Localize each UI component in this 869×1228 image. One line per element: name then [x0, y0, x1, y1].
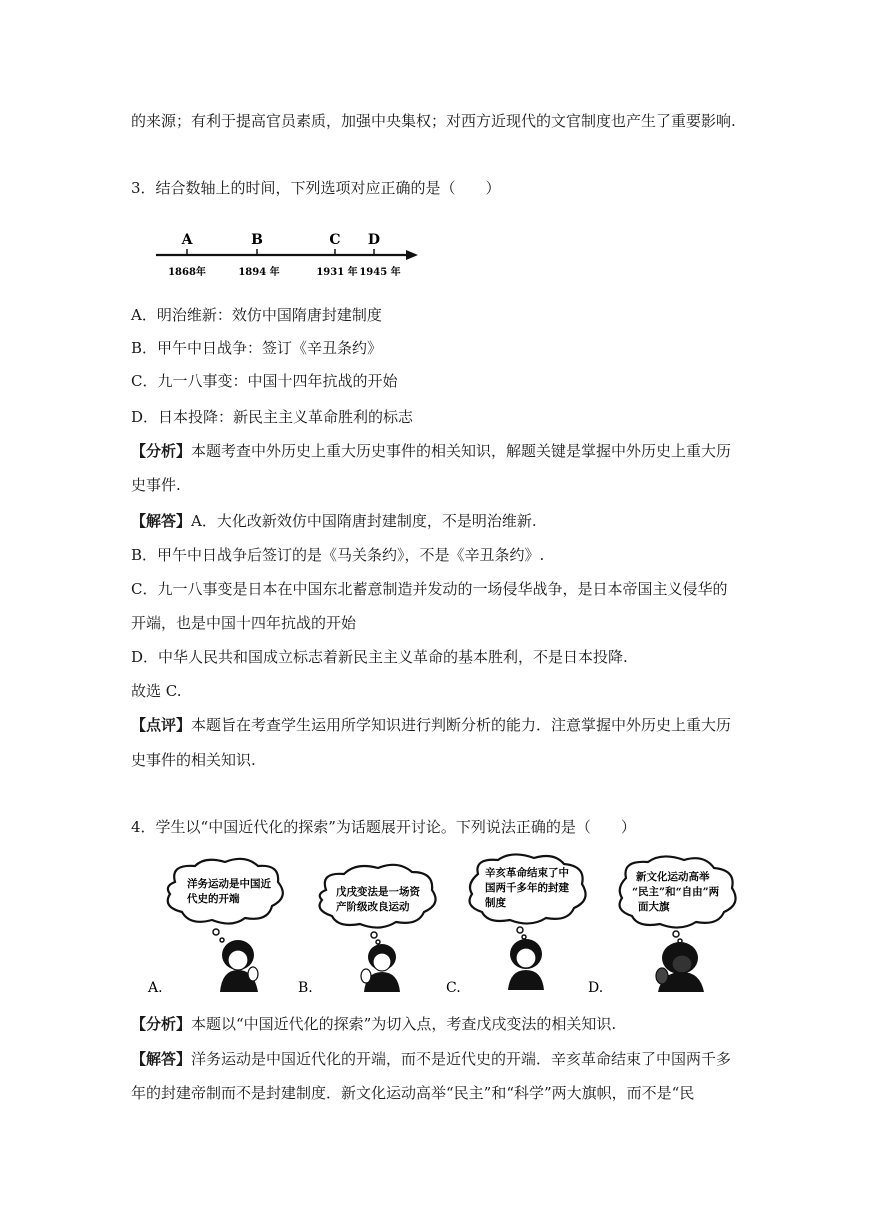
panel-b [298, 865, 436, 996]
q4-analysis [131, 1014, 616, 1034]
timeline-letter-b: B [251, 232, 263, 248]
q3-comment-cont: 史事件的相关知识. [131, 751, 256, 769]
option-c: C．九一八事变：中国十四年抗战的开始 [131, 372, 398, 390]
bubble-d-line-1: 新文化运动高举 [636, 871, 710, 883]
analysis-tag: 【分析】 [131, 442, 192, 460]
discussion-figure [140, 852, 740, 997]
continuation-line: 的来源；有利于提高官员素质，加强中央集权；对西方近现代的文官制度也产生了重要影响. [131, 112, 736, 130]
bubble-b-line-1: 戊戌变法是一场资 [336, 886, 420, 898]
q4-answer [131, 1049, 731, 1069]
analysis-text: 本题考查中外历史上重大历史事件的相关知识，解题关键是掌握中外历史上重大历 [191, 442, 732, 460]
analysis-text: 本题以“中国近代化的探索”为切入点，考查戊戌变法的相关知识. [191, 1015, 617, 1033]
timeline-year-a: 1868年 [168, 267, 206, 278]
timeline-year-b: 1894 年 [238, 267, 280, 278]
thought-bubble-a [168, 859, 283, 924]
student-a-figure [220, 940, 258, 992]
q3-answer-b: B．甲午中日战争后签订的是《马关条约》，不是《辛丑条约》. [131, 546, 545, 564]
timeline-letter-c: C [329, 232, 341, 248]
panel-letter-d: D. [588, 980, 604, 996]
q3-final-choice: 故选 C. [131, 682, 182, 700]
bubble-c-line-1: 辛亥革命结束了中 [485, 867, 569, 879]
bubble-b-line-2: 产阶级改良运动 [336, 901, 410, 913]
student-c-figure [508, 939, 544, 990]
q3-answer-c: C．九一八事变是日本在中国东北蓄意制造并发动的一场侵华战争，是日本帝国主义侵华的 [131, 580, 728, 598]
timeline-figure [150, 225, 420, 285]
option-b: B．甲午中日战争：签订《辛丑条约》 [131, 339, 383, 357]
option-a: A．明治维新：效仿中国隋唐封建制度 [131, 306, 382, 324]
bubble-c-line-3: 制度 [485, 897, 506, 909]
question-3-title: 3．结合数轴上的时间，下列选项对应正确的是（ ） [131, 179, 501, 197]
q3-answer-c-cont: 开端，也是中国十四年抗战的开始 [131, 614, 357, 632]
timeline-letter-a: A [181, 232, 193, 248]
answer-text: 洋务运动是中国近代化的开端，而不是近代史的开端．辛亥革命结束了中国两千多 [191, 1050, 732, 1068]
panel-letter-a: A. [148, 980, 163, 996]
q3-analysis-cont: 史事件. [131, 476, 181, 494]
q4-answer-cont: 年的封建帝制而不是封建制度．新文化运动高举“民主”和“科学”两大旗帜，而不是“民 [131, 1084, 695, 1102]
option-d: D．日本投降：新民主主义革命胜利的标志 [131, 408, 414, 426]
student-b-figure [361, 944, 400, 992]
timeline-letter-d: D [367, 232, 381, 248]
timeline-year-d: 1945 年 [359, 267, 401, 278]
answer-text: A．大化改新效仿中国隋唐封建制度，不是明治维新. [191, 512, 537, 530]
q3-comment [131, 715, 731, 735]
timeline-arrow [406, 250, 418, 260]
comment-tag: 【点评】 [131, 716, 192, 734]
bubble-d-line-3: 面大旗 [638, 901, 670, 913]
student-d-figure [656, 942, 704, 992]
answer-tag: 【解答】 [131, 512, 192, 530]
bubble-a-line-1: 洋务运动是中国近 [187, 878, 271, 890]
q3-answer [131, 511, 537, 531]
panel-letter-c: C. [446, 980, 461, 996]
bubble-d-line-2: “民主”和“自由”两 [632, 886, 720, 898]
bubble-c-line-2: 国两千多年的封建 [485, 882, 569, 894]
panel-letter-b: B. [298, 980, 313, 996]
panel-c [446, 854, 586, 996]
answer-tag: 【解答】 [131, 1050, 192, 1068]
question-4-title: 4．学生以“中国近代化的探索”为话题展开讨论。下列说法正确的是（ ） [131, 818, 636, 836]
q3-answer-d: D．中华人民共和国成立标志着新民主主义革命的基本胜利，不是日本投降. [131, 648, 628, 666]
panel-a [147, 859, 283, 996]
bubble-a-line-2: 代史的开端 [187, 893, 240, 905]
q3-analysis [131, 441, 731, 461]
timeline-year-c: 1931 年 [316, 267, 358, 278]
analysis-tag: 【分析】 [131, 1015, 192, 1033]
comment-text: 本题旨在考查学生运用所学知识进行判断分析的能力．注意掌握中外历史上重大历 [191, 716, 732, 734]
panel-d [588, 856, 736, 996]
